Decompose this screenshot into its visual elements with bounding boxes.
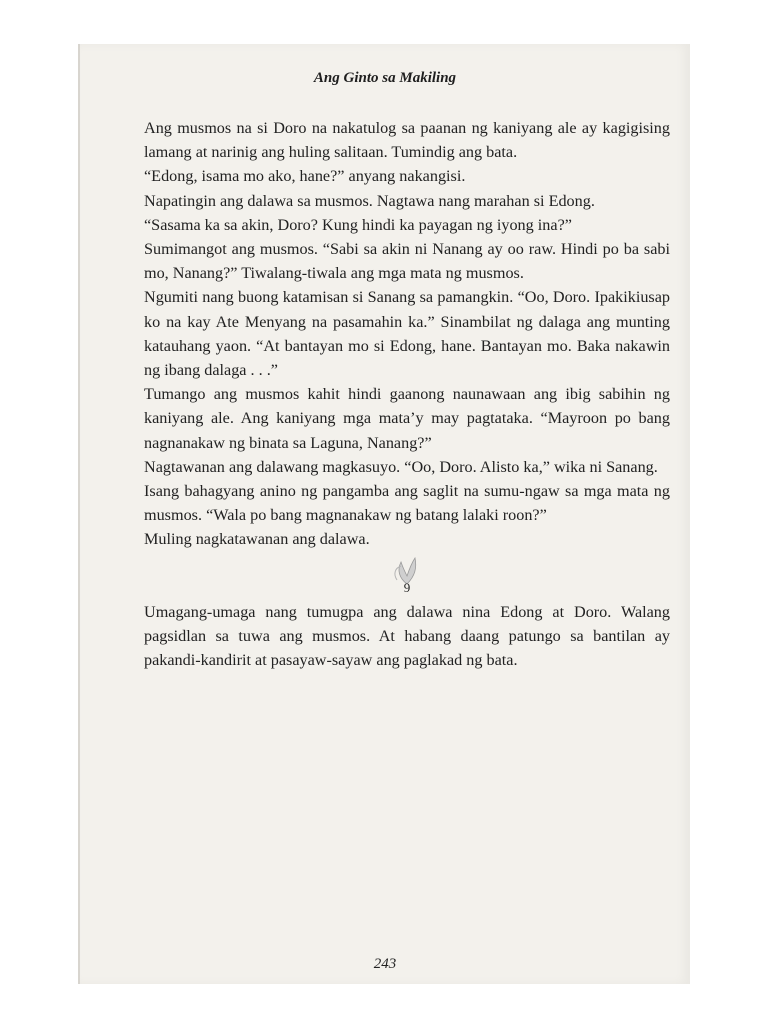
- paragraph: Umagang-umaga nang tumugpa ang dalawa nina Edong at Doro. Walang pagsidlan sa tuwa ang musmos. At habang daang patungo sa bantilan ay pakandi-kandirit at pasayaw-sayaw ang paglakad ng bata.: [144, 602, 670, 670]
- paragraph: “Sasama ka sa akin, Doro? Kung hindi ka payagan ng iyong ina?”: [144, 215, 572, 234]
- paragraph: Isang bahagyang anino ng pangamba ang saglit na sumu-ngaw sa mga mata ng musmos. “Wala po bang magnanakaw ng batang lalaki roon?”: [144, 482, 670, 525]
- section-break: [144, 554, 670, 600]
- body-text: [144, 116, 670, 672]
- paragraph: Ang musmos na si Doro na nakatulog sa paanan ng kaniyang ale ay kagigising lamang at narinig ang huling salitaan. Tumindig ang bata.: [144, 119, 670, 162]
- paragraph: Sumimangot ang musmos. “Sabi sa akin ni Nanang ay oo raw. Hindi po ba sabi mo, Nanang?” Tiwalang-tiwala ang mga mata ng musmos.: [144, 240, 670, 283]
- paragraph: “Edong, isama mo ako, hane?” anyang nakangisi.: [144, 167, 466, 186]
- paragraph: Muling nagkatawanan ang dalawa.: [144, 530, 370, 549]
- paragraph: Napatingin ang dalawa sa musmos. Nagtawa nang marahan si Edong.: [144, 191, 595, 210]
- book-page: [78, 44, 690, 984]
- paragraph: Nagtawanan ang dalawang magkasuyo. “Oo, Doro. Alisto ka,” wika ni Sanang.: [144, 457, 658, 476]
- running-head: Ang Ginto sa Makiling: [313, 70, 457, 86]
- paragraph: Tumango ang musmos kahit hindi gaanong naunawaan ang ibig sabihin ng kaniyang ale. Ang kaniyang mga mata’y may pagtataka. “Mayroon po bang nagnanakaw ng binata sa Laguna, Nanang?”: [144, 385, 670, 452]
- paragraph: Ngumiti nang buong katamisan si Sanang sa pamangkin. “Oo, Doro. Ipakikiusap ko na kay Ate Menyang na pasamahin ka.” Sinambilat ng dalaga ang munting katauhang yaon. “At bantayan mo si Edong, hane. Bantayan mo. Baka nakawin ng ibang dalaga . . .”: [144, 288, 670, 380]
- section-number: 9: [403, 579, 411, 595]
- page-number: 243: [373, 956, 397, 972]
